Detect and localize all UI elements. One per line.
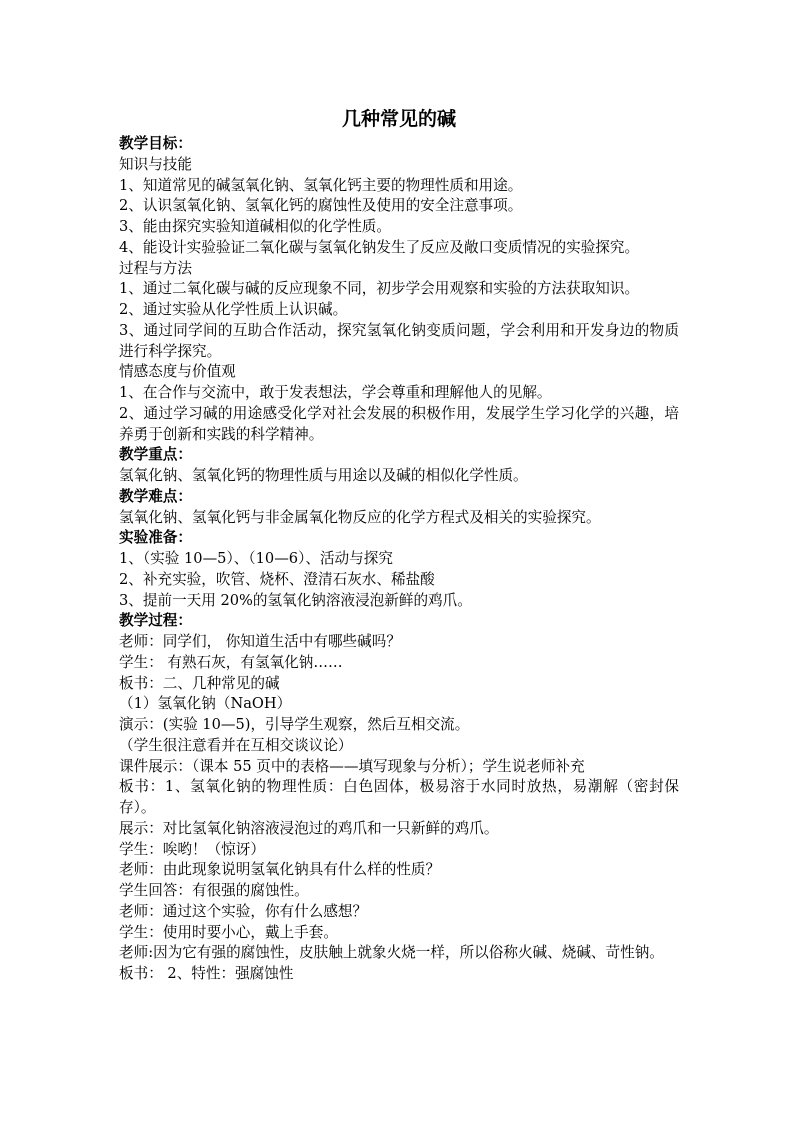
text-line: 课件展示：（课本 55 页中的表格——填写现象与分析）；学生说老师补充 bbox=[119, 757, 585, 775]
text-line: 板书：1、氢氧化钠的物理性质：白色固体，极易溶于水同时放热，易潮解（密封保存）。 bbox=[119, 778, 679, 816]
text-line: 过程与方法 bbox=[119, 259, 192, 277]
text-line: 演示：(实验 10—5)，引导学生观察，然后互相交流。 bbox=[119, 716, 470, 733]
text-line: 氢氧化钠、氢氧化钙与非金属氧化物反应的化学方程式及相关的实验探究。 bbox=[119, 508, 601, 526]
text-line: （学生很注意看并在互相交谈议论） bbox=[119, 736, 353, 754]
text-line: 3、提前一天用 20%的氢氧化钠溶液浸泡新鲜的鸡爪。 bbox=[119, 591, 472, 609]
text-line: 1、知道常见的碱氢氧化钠、氢氧化钙主要的物理性质和用途。 bbox=[119, 176, 523, 194]
section-heading: 教学难点： bbox=[119, 487, 192, 505]
text-line: 3、能由探究实验知道碱相似的化学性质。 bbox=[119, 218, 391, 235]
text-line: 老师：同学们， 你知道生活中有哪些碱吗？ bbox=[119, 633, 401, 650]
section-heading: 教学过程： bbox=[119, 612, 192, 630]
text-line: 板书： 2、特性：强腐蚀性 bbox=[119, 965, 294, 982]
text-line: 1、（实验 10—5）、（10—6）、活动与探究 bbox=[119, 550, 393, 567]
section-heading: 教学目标： bbox=[119, 135, 192, 152]
text-line: 4、能设计实验验证二氧化碳与氢氧化钠发生了反应及敞口变质情况的实验探究。 bbox=[119, 238, 640, 256]
text-line: 1、通过二氧化碳与碱的反应现象不同，初步学会用观察和实验的方法获取知识。 bbox=[119, 280, 640, 298]
text-line: 1、在合作与交流中，敢于发表想法，学会尊重和理解他人的见解。 bbox=[119, 384, 552, 401]
text-line: 2、认识氢氧化钠、氢氧化钙的腐蚀性及使用的安全注意事项。 bbox=[119, 197, 523, 215]
section-heading: 教学重点： bbox=[119, 446, 192, 464]
text-line: 学生：唉哟！（惊讶） bbox=[119, 840, 265, 858]
text-line: （1）氢氧化钠（NaOH） bbox=[119, 695, 292, 713]
text-line: 板书：二、几种常见的碱 bbox=[119, 674, 280, 692]
document-page bbox=[119, 105, 679, 985]
document-body bbox=[119, 134, 679, 985]
text-line: 知识与技能 bbox=[119, 155, 192, 173]
text-line: 老师：由此现象说明氢氧化钠具有什么样的性质？ bbox=[119, 861, 441, 879]
text-line: 2、通过学习碱的用途感受化学对社会发展的积极作用，发展学生学习化学的兴趣，培养勇于创新和实践的科学精神。 bbox=[119, 404, 679, 443]
text-line: 学生回答：有很强的腐蚀性。 bbox=[119, 882, 309, 899]
text-line: 学生： 有熟石灰，有氢氧化钠…… bbox=[119, 653, 343, 671]
text-line: 2、通过实验从化学性质上认识碱。 bbox=[119, 301, 348, 318]
text-line: 展示：对比氢氧化钠溶液浸泡过的鸡爪和一只新鲜的鸡爪。 bbox=[119, 819, 499, 837]
text-line: 情感态度与价值观 bbox=[119, 363, 236, 381]
text-line: 3、通过同学间的互助合作活动，探究氢氧化钠变质问题，学会利用和开发身边的物质进行科学探究。 bbox=[119, 321, 679, 360]
text-line: 氢氧化钠、氢氧化钙的物理性质与用途以及碱的相似化学性质。 bbox=[119, 467, 528, 484]
section-heading: 实验准备： bbox=[119, 529, 192, 547]
text-line: 老师：通过这个实验，你有什么感想？ bbox=[119, 902, 368, 920]
text-line: 2、补充实验，吹管、烧杯、澄清石灰水、稀盐酸 bbox=[119, 570, 435, 588]
page-title: 几种常见的碱 bbox=[341, 108, 456, 130]
text-line: 老师:因为它有强的腐蚀性，皮肤触上就象火烧一样，所以俗称火碱、烧碱、苛性钠。 bbox=[119, 944, 664, 962]
text-line: 学生：使用时要小心，戴上手套。 bbox=[119, 923, 338, 941]
